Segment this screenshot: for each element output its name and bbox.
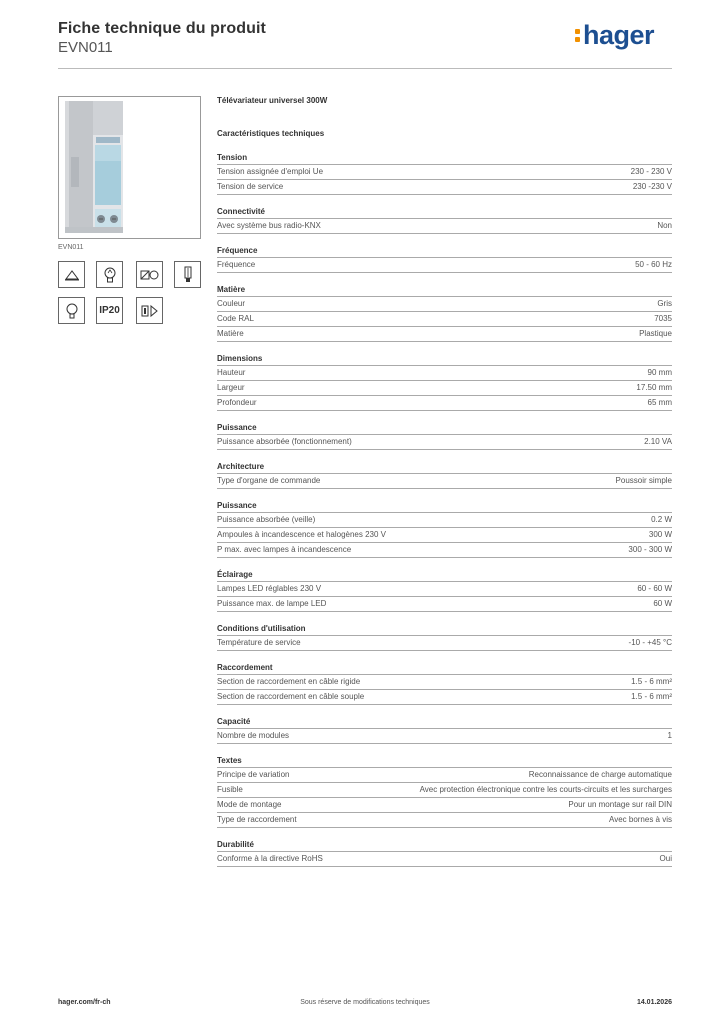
spec-section xyxy=(217,840,672,867)
spec-row xyxy=(217,366,672,381)
spec-value: Poussoir simple xyxy=(615,476,672,485)
spec-label: Fusible xyxy=(217,785,243,794)
spec-value: 60 - 60 W xyxy=(637,584,672,593)
spec-row xyxy=(217,597,672,612)
section-title: Éclairage xyxy=(217,570,672,582)
spec-label: Nombre de modules xyxy=(217,731,290,740)
spec-row xyxy=(217,435,672,450)
spec-row xyxy=(217,381,672,396)
spec-value: 17.50 mm xyxy=(636,383,672,392)
spec-section xyxy=(217,501,672,558)
spec-label: Principe de variation xyxy=(217,770,290,779)
spec-value: 300 W xyxy=(648,530,672,539)
spec-section xyxy=(217,756,672,828)
spec-value: 230 - 230 V xyxy=(630,167,672,176)
spec-value: Oui xyxy=(659,854,672,863)
spec-row xyxy=(217,675,672,690)
spec-section xyxy=(217,423,672,450)
ip-rating-icon: IP20 xyxy=(96,297,123,324)
section-title: Connectivité xyxy=(217,207,672,219)
spec-label: Fréquence xyxy=(217,260,256,269)
spec-label: Ampoules à incandescence et halogènes 230 V xyxy=(217,530,387,539)
spec-label: Conforme à la directive RoHS xyxy=(217,854,323,863)
spec-value: 60 W xyxy=(653,599,672,608)
spec-section xyxy=(217,207,672,234)
spec-section xyxy=(217,570,672,612)
spec-section xyxy=(217,153,672,195)
spec-value: 1.5 - 6 mm² xyxy=(631,677,672,686)
spec-label: P max. avec lampes à incandescence xyxy=(217,545,352,554)
spec-section xyxy=(217,246,672,273)
section-title: Architecture xyxy=(217,462,672,474)
spec-value: 7035 xyxy=(654,314,672,323)
dimmer-symbol-icon xyxy=(58,261,85,288)
spec-row xyxy=(217,813,672,828)
footer-disclaimer: Sous réserve de modifications techniques xyxy=(300,999,430,1006)
section-title: Fréquence xyxy=(217,246,672,258)
section-title: Capacité xyxy=(217,717,672,729)
double-insulation-icon xyxy=(136,297,163,324)
section-title: Dimensions xyxy=(217,354,672,366)
spec-value: Pour un montage sur rail DIN xyxy=(568,800,672,809)
spec-row xyxy=(217,543,672,558)
spec-value: 300 - 300 W xyxy=(628,545,672,554)
spec-content xyxy=(217,96,672,867)
tech-heading: Caractéristiques techniques xyxy=(217,129,325,138)
spec-row xyxy=(217,513,672,528)
transformer-lamp-icon xyxy=(136,261,163,288)
spec-value: 1 xyxy=(667,731,672,740)
spec-label: Puissance max. de lampe LED xyxy=(217,599,327,608)
bulb-icon xyxy=(58,297,85,324)
spec-label: Profondeur xyxy=(217,398,257,407)
spec-value: 2.10 VA xyxy=(644,437,672,446)
spec-value: Non xyxy=(657,221,672,230)
footer-date: 14.01.2026 xyxy=(636,999,672,1006)
page-title: Fiche technique du produit xyxy=(58,20,266,37)
spec-label: Mode de montage xyxy=(217,800,282,809)
spec-value: Gris xyxy=(657,299,672,308)
spec-row xyxy=(217,690,672,705)
spec-row xyxy=(217,768,672,783)
brand-name: hager xyxy=(582,20,654,50)
spec-value: 1.5 - 6 mm² xyxy=(631,692,672,701)
spec-sections xyxy=(217,153,672,867)
spec-label: Type d'organe de commande xyxy=(217,476,321,485)
spec-row xyxy=(217,798,672,813)
spec-row xyxy=(217,219,672,234)
spec-label: Température de service xyxy=(217,638,301,647)
spec-label: Section de raccordement en câble souple xyxy=(217,692,365,701)
spec-value: Avec bornes à vis xyxy=(609,815,672,824)
spec-row xyxy=(217,180,672,195)
product-image xyxy=(58,96,201,239)
spec-value: -10 - +45 °C xyxy=(628,638,672,647)
spec-section xyxy=(217,285,672,342)
spec-value: 230 -230 V xyxy=(632,182,672,191)
spec-value: 65 mm xyxy=(647,398,672,407)
spec-row xyxy=(217,258,672,273)
spec-row xyxy=(217,312,672,327)
section-title: Matière xyxy=(217,285,672,297)
section-title: Raccordement xyxy=(217,663,672,675)
footer-website-link[interactable]: hager.com/fr-ch xyxy=(58,999,111,1006)
spec-label: Tension de service xyxy=(217,182,284,191)
spec-section xyxy=(217,624,672,651)
spec-row xyxy=(217,396,672,411)
spec-label: Section de raccordement en câble rigide xyxy=(217,677,361,686)
spec-section xyxy=(217,717,672,744)
product-reference: EVN011 xyxy=(58,39,113,56)
spec-label: Code RAL xyxy=(217,314,254,323)
spec-section xyxy=(217,354,672,411)
spec-value: Avec protection électronique contre les courts-circuits et les surcharges xyxy=(419,785,672,794)
image-caption: EVN011 xyxy=(58,244,84,251)
spec-row xyxy=(217,297,672,312)
spec-value: Reconnaissance de charge automatique xyxy=(528,770,672,779)
section-title: Conditions d'utilisation xyxy=(217,624,672,636)
halogen-lamp-icon xyxy=(96,261,123,288)
spec-row xyxy=(217,582,672,597)
spec-label: Type de raccordement xyxy=(217,815,297,824)
spec-label: Matière xyxy=(217,329,244,338)
spec-row xyxy=(217,165,672,180)
header-divider xyxy=(58,68,672,69)
spec-label: Largeur xyxy=(217,383,245,392)
spec-label: Puissance absorbée (fonctionnement) xyxy=(217,437,352,446)
spec-value: 0.2 W xyxy=(651,515,672,524)
spec-value: Plastique xyxy=(639,329,672,338)
spec-value: 50 - 60 Hz xyxy=(635,260,672,269)
section-title: Tension xyxy=(217,153,672,165)
din-module-illustration xyxy=(59,97,200,238)
led-tube-icon xyxy=(174,261,201,288)
spec-label: Tension assignée d'emploi Ue xyxy=(217,167,324,176)
section-title: Textes xyxy=(217,756,672,768)
spec-row xyxy=(217,636,672,651)
brand-logo[interactable] xyxy=(574,20,654,51)
product-name: Télévariateur universel 300W xyxy=(217,96,328,105)
spec-row xyxy=(217,528,672,543)
spec-label: Hauteur xyxy=(217,368,246,377)
spec-row xyxy=(217,852,672,867)
section-title: Puissance xyxy=(217,501,672,513)
logo-dots-icon xyxy=(574,24,582,44)
section-title: Puissance xyxy=(217,423,672,435)
page-header xyxy=(58,20,672,70)
spec-row xyxy=(217,783,672,798)
spec-section xyxy=(217,663,672,705)
spec-label: Couleur xyxy=(217,299,246,308)
spec-row xyxy=(217,729,672,744)
spec-label: Puissance absorbée (veille) xyxy=(217,515,316,524)
spec-value: 90 mm xyxy=(647,368,672,377)
spec-label: Lampes LED réglables 230 V xyxy=(217,584,322,593)
spec-row xyxy=(217,474,672,489)
section-title: Durabilité xyxy=(217,840,672,852)
spec-label: Avec système bus radio-KNX xyxy=(217,221,321,230)
spec-row xyxy=(217,327,672,342)
spec-section xyxy=(217,462,672,489)
